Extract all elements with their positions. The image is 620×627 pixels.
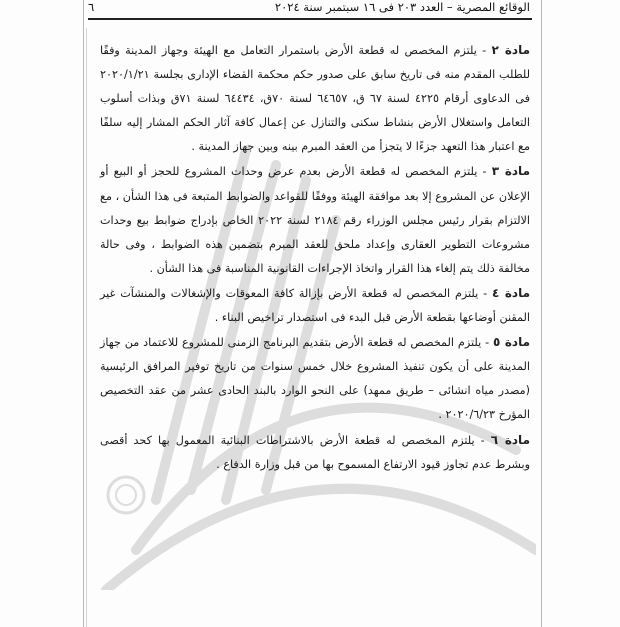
article-label: مادة ٤ [492,285,530,300]
article-6 [100,428,530,477]
gazette-header-title: الوقائع المصرية – العدد ٢٠٣ فى ١٦ سبتمبر سنة ٢٠٢٤ [274,0,530,14]
article-2 [100,38,530,159]
article-4 [100,281,530,330]
page-number: ٦ [88,0,95,14]
header-rule [88,18,532,20]
article-label: مادة ٢ [491,43,530,57]
page-border-left-inner [86,28,87,627]
article-text: - يلتزم المخصص له قطعة الأرض باستمرار التعامل مع الهيئة وجهاز المدينة وفقًا للطلب المقدم منه فى تاريخ سابق على صدور حكم محكمة القضاء الإدارى بجلسة ٢٠٢٠/١/٢١ فى الدعاوى أرقام ٤٢٢٥ لسنة ٦٧ ق، ٦٤٦٥٧ لسنة ٧٠ق، ٦٤٤٣٤ لسنة ٧١ق وبذات أسلوب التعامل واستغلال الأرض بنشاط سكنى والتنازل عن إعمال كافة آثار الحكم المشار إليه سلفًا مع اعتبار هذا التعهد جزءًا لا يتجزأ من العقد المبرم بينه وبين جهاز المدينة . [100,44,530,154]
page-border-right [541,0,542,627]
article-text: - يلتزم المخصص له قطعة الأرض بتقديم البرنامج الزمنى للمشروع للاعتماد من جهاز المدينة على أن يكون تنفيذ المشروع خلال خمس سنوات من تاريخ توفير المرافق الرئيسية (مصدر مياه انشائى – طريق ممهد) على النحو الوارد بالبند الحادى عشر من عقد التخصيص المؤرخ ٢٠٢٠/٦/٢٣ . [100,336,530,422]
article-label: مادة ٣ [491,164,530,179]
article-5 [100,330,530,427]
article-text: - يلتزم المخصص له قطعة الأرض بالاشتراطات البنائية المعمول بها كحد أقصى وبشرط عدم تجاوز قيود الارتفاع المسموح بها من قبل وزارة الدفاع . [100,433,530,471]
article-label: مادة ٥ [493,335,530,350]
article-3 [100,159,530,280]
article-label: مادة ٦ [490,432,530,447]
article-text: - يلتزم المخصص له قطعة الأرض بعدم عرض وحدات المشروع للحجز أو البيع أو الإعلان عن المشروع إلا بعد موافقة الهيئة ووفقًا للقواعد والضوابط المتبعة فى هذا الشأن ، مع الالتزام بقرار رئيس مجلس الوزراء رقم ٢١٨٤ لسنة ٢٠٢٢ الخاص بإدراج ضوابط بيع وحدات مشروعات التطوير العقارى وإعداد ملحق للعقد المبرم بتضمين هذه الضوابط ، وفى حالة مخالفة ذلك يتم إلغاء هذا القرار واتخاذ الإجراءات القانونية المناسبة فى هذا الشأن . [100,165,530,275]
article-text: - يلتزم المخصص له قطعة الأرض بإزالة كافة المعوقات والإشغالات والمنشآت غير المقنن أوضاعها بقطعة الأرض قبل البدء فى استصدار تراخيص البناء . [100,286,530,325]
document-body [100,38,530,477]
page-border-left [83,0,84,627]
